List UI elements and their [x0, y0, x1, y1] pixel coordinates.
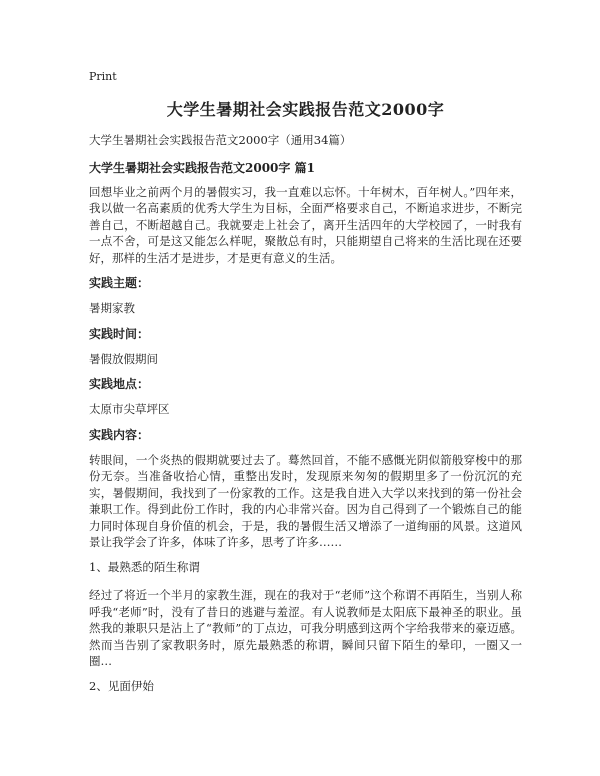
item1-paragraph: 经过了将近一个半月的家教生涯，现在的我对于“老师”这个称谓不再陌生，当别人称呼我“老师”时，没有了昔日的逃避与羞涩。有人说教师是太阳底下最神圣的职业。虽然我的兼职只是沾上了“教师”的丁点边，可我分明感到这两个字给我带来的豪迈感。然而当告别了家教职务时，原先最熟悉的称谓，瞬间只留下陌生的晕印，一圈又一圈…: [89, 588, 522, 668]
intro-paragraph: 回想毕业之前两个月的暑假实习，我一直难以忘怀。十年树木，百年树人。”四年来，我以做一名高素质的优秀大学生为目标，全面严格要求自己，不断追求进步，不断完善自己，不断超越自己。我就要走上社会了，离开生活四年的大学校园了，一时我有一点不舍，可是这又能怎么样呢，聚散总有时，只能期望自己将来的生活比现在还要好，那样的生活才是进步，才是更有意义的生活。: [89, 184, 522, 265]
section-label-location: 实践地点：: [89, 377, 150, 391]
subtitle: 大学生暑期社会实践报告范文2000字（通用34篇）: [89, 133, 352, 147]
content-paragraph: 转眼间，一个炎热的假期就要过去了。蓦然回首，不能不感慨光阴似箭般穿梭中的那份无奈。当准备收拾心情，重整出发时，发现原来匆匆的假期里多了一份沉沉的充实，暑假期间，我找到了一份家教的工作。这是我自进入大学以来找到的第一份社会兼职工作。得到此份工作时，我的内心非常兴奋。因为自己得到了一个锻炼自己的能力同时体现自身价值的机会，于是，我的暑假生活又增添了一道绚丽的风景。这道风景让我学会了许多，体味了许多，思考了许多……: [89, 452, 522, 549]
item2-heading: 2、见面伊始: [89, 678, 154, 693]
item1-heading: 1、最熟悉的陌生称谓: [89, 559, 200, 574]
page-title: 大学生暑期社会实践报告范文2000字: [166, 100, 445, 119]
print-link[interactable]: Print: [89, 70, 117, 83]
article-heading: 大学生暑期社会实践报告范文2000字 篇1: [89, 160, 315, 175]
section-value-location: 太原市尖草坪区: [89, 402, 170, 416]
section-label-content: 实践内容：: [89, 427, 150, 442]
section-label-theme: 实践主题：: [89, 276, 150, 290]
document-body: [89, 132, 522, 706]
section-label-time: 实践时间：: [89, 326, 150, 341]
section-value-time: 暑假放假期间: [89, 351, 158, 366]
section-value-theme: 暑期家教: [89, 301, 135, 315]
